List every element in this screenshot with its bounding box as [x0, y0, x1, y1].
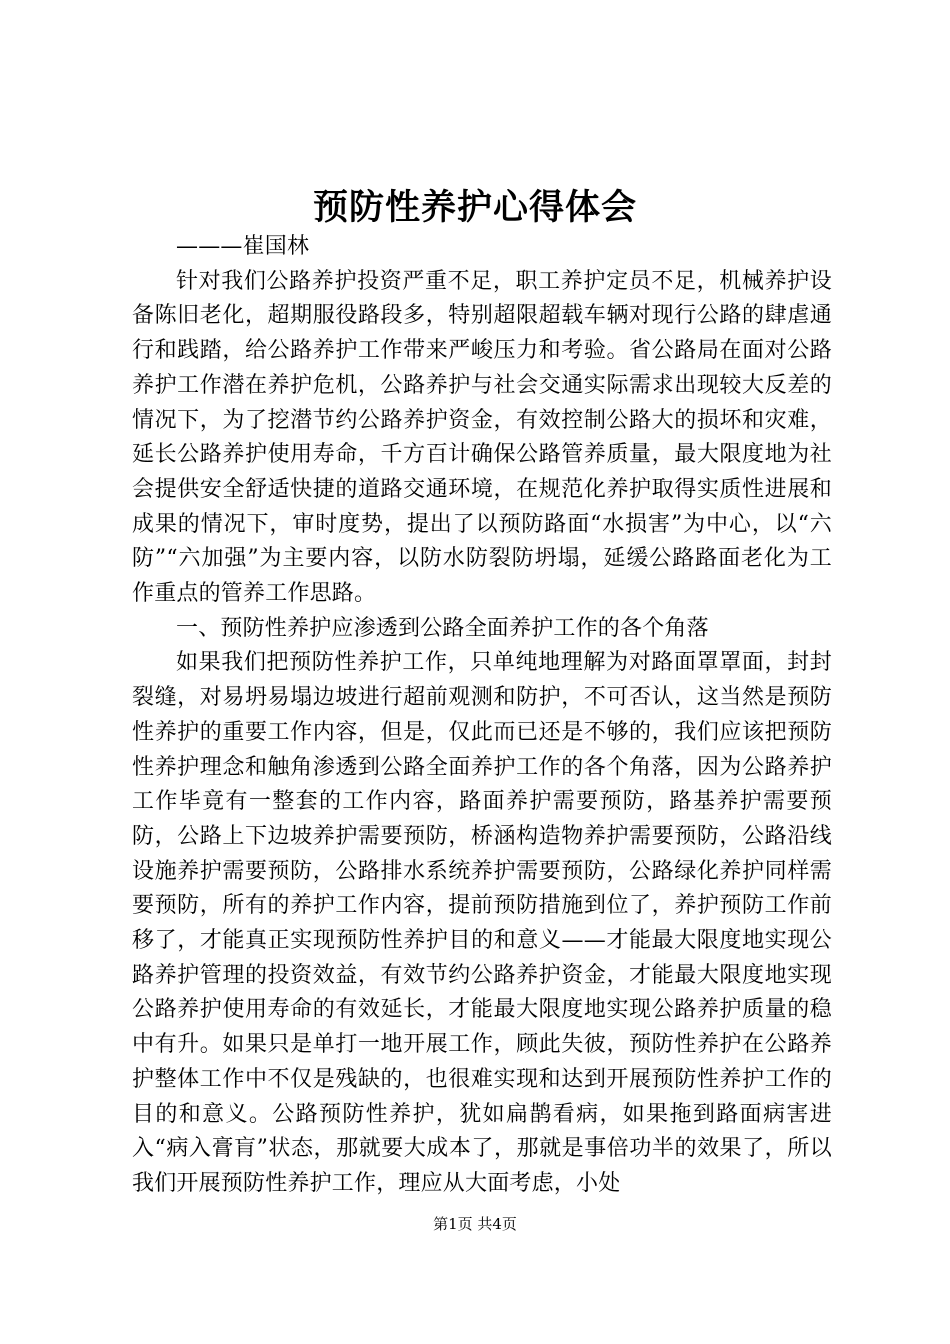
paragraph-2: 如果我们把预防性养护工作，只单纯地理解为对路面罩罩面，封封裂缝，对易坍易塌边坡进行超前观测和防护，不可否认，这当然是预防性养护的重要工作内容，但是，仅此而已还是不够的，我们应该把预防性养护理念和触角渗透到公路全面养护工作的各个角落，因为公路养护工作毕竟有一整套的工作内容，路面养护需要预防，路基养护需要预防，公路上下边坡养护需要预防，桥涵构造物养护需要预防，公路沿线设施养护需要预防，公路排水系统养护需要预防，公路绿化养护同样需要预防，所有的养护工作内容，提前预防措施到位了，养护预防工作前移了，才能真正实现预防性养护目的和意义——才能最大限度地实现公路养护管理的投资效益，有效节约公路养护资金，才能最大限度地实现公路养护使用寿命的有效延长，才能最大限度地实现公路养护质量的稳中有升。如果只是单打一地开展工作，顾此失彼，预防性养护在公路养护整体工作中不仅是残缺的，也很难实现和达到开展预防性养护工作的目的和意义。公路预防性养护，犹如扁鹊看病，如果拖到路面病害进入“病入膏肓”状态，那就要大成本了，那就是事倍功半的效果了，所以我们开展预防性养护工作，理应从大面考虑，小处 — [132, 650, 832, 1196]
document-title: 预防性养护心得体会 — [312, 187, 637, 228]
author-line: ———崔国林 — [176, 234, 310, 259]
document-body — [132, 230, 832, 1202]
section-heading-1: 一、预防性养护应渗透到公路全面养护工作的各个角落 — [176, 615, 709, 641]
paragraph-1: 针对我们公路养护投资严重不足，职工养护定员不足，机械养护设备陈旧老化，超期服役路段多，特别超限超载车辆对现行公路的肆虐通行和践踏，给公路养护工作带来严峻压力和考验。省公路局在面对公路养护工作潜在养护危机，公路养护与社会交通实际需求出现较大反差的情况下，为了挖潜节约公路养护资金，有效控制公路大的损坏和灾难，延长公路养护使用寿命，千方百计确保公路管养质量，最大限度地为社会提供安全舒适快捷的道路交通环境，在规范化养护取得实质性进展和成果的情况下，审时度势，提出了以预防路面“水损害”为中心，以“六防”“六加强”为主要内容，以防水防裂防坍塌，延缓公路路面老化为工作重点的管养工作思路。 — [132, 268, 832, 607]
page-footer: 第1页 共4页 — [433, 1215, 517, 1233]
